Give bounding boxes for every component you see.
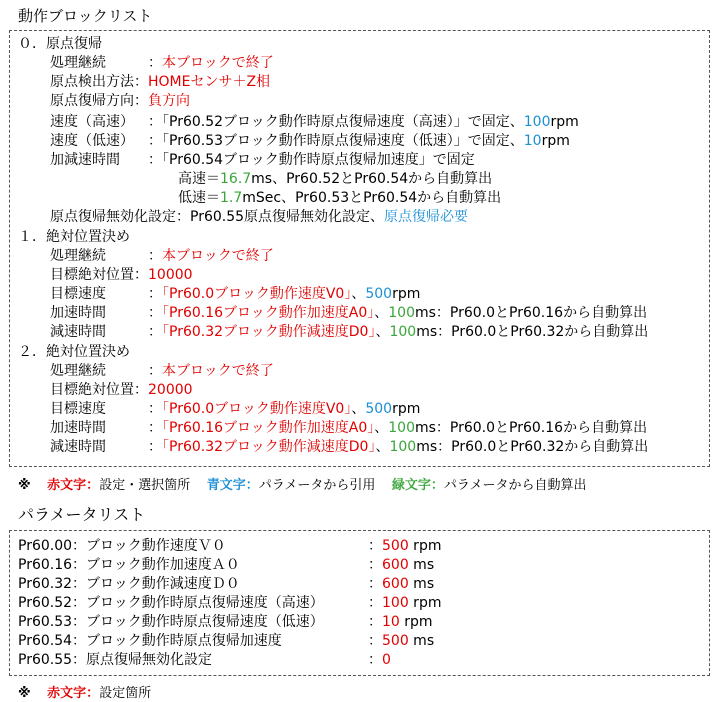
block-1-pos-label: 目標絶対位置： xyxy=(50,267,148,283)
block-0-ls-row xyxy=(148,132,570,151)
block-0-acc-label: 加減速時間 xyxy=(50,152,120,168)
param-value-row xyxy=(368,556,434,575)
param-list-box xyxy=(9,530,710,676)
block-2-dec-rest: ms：Pr60.0とPr60.32から自動算出 xyxy=(416,439,649,455)
colon: ： xyxy=(368,633,382,649)
param-name: Pr60.54：ブロック動作時原点復帰加速度 xyxy=(18,633,282,649)
block-0-invalid-text: 原点復帰無効化設定：Pr60.55原点復帰無効化設定、 xyxy=(50,209,385,225)
block-1-spd-red: 「Pr60.0ブロック動作速度V0」 xyxy=(162,286,352,302)
legend-blue-label: 青文字： xyxy=(206,478,259,493)
block-0-cont-value: 本ブロックで終了 xyxy=(162,55,274,71)
block-1-acc-row xyxy=(148,304,647,323)
block-1-spd-row xyxy=(148,285,420,304)
block-1-acc-label: 加速時間 xyxy=(50,305,106,321)
block-2-acc-label: 加速時間 xyxy=(50,420,106,436)
param-value: 600 xyxy=(382,557,409,573)
block-0-method-row xyxy=(50,73,270,92)
block-2-pos-row xyxy=(50,381,193,400)
block-1-acc-rest: ms：Pr60.0とPr60.16から自動算出 xyxy=(414,305,648,321)
param-value-row xyxy=(368,537,441,556)
block-0-cont-row xyxy=(148,54,274,73)
legend-red-label: 赤文字： xyxy=(47,478,100,493)
block-2-spd-num: 500 xyxy=(365,401,393,417)
colon: ： xyxy=(148,286,162,302)
block-1-spd-sep: 、 xyxy=(351,286,366,302)
colon: ： xyxy=(148,401,162,417)
block-1-spd-num: 500 xyxy=(365,286,393,302)
param-name: Pr60.00：ブロック動作速度Ｖ０ xyxy=(18,538,226,554)
param-value: 500 xyxy=(382,538,409,554)
block-1-spd-unit: rpm xyxy=(392,286,421,302)
block-0-hs-text: 「Pr60.52ブロック動作時原点復帰速度（高速）」で固定、 xyxy=(162,114,524,130)
block-2-spd-sep: 、 xyxy=(351,401,366,417)
param-value-row xyxy=(368,613,433,632)
block-0-acc-row xyxy=(148,151,475,170)
block-2-spd-red: 「Pr60.0ブロック動作速度V0」 xyxy=(162,401,352,417)
param-unit: rpm xyxy=(399,614,433,630)
param-value-row xyxy=(368,594,441,613)
param-unit: ms xyxy=(408,576,435,592)
block-2-acc-num: 100 xyxy=(388,420,415,436)
color-legend xyxy=(18,474,587,493)
block-0-ls-num: 10 xyxy=(523,133,542,149)
block-2-dec-red: 「Pr60.32ブロック動作減速度D0」 xyxy=(162,439,376,455)
param-value: 600 xyxy=(382,576,409,592)
colon: ： xyxy=(148,248,162,264)
block-1-acc-red: 「Pr60.16ブロック動作加速度A0」 xyxy=(162,305,375,321)
param-unit: ms xyxy=(408,557,435,573)
block-1-pos-value: 10000 xyxy=(148,267,193,283)
block-1-dec-rest: ms：Pr60.0とPr60.32から自動算出 xyxy=(416,324,649,340)
setting-legend xyxy=(18,682,151,701)
colon: ： xyxy=(148,114,162,130)
colon: ： xyxy=(148,363,162,379)
block-2-pos-value: 20000 xyxy=(148,382,193,398)
block-1-dec-num: 100 xyxy=(389,324,417,340)
param-list-title: パラメータリスト xyxy=(18,505,146,524)
block-2-dec-row xyxy=(148,438,648,457)
block-2-spd-unit: rpm xyxy=(392,401,421,417)
block-0-hs-label: 速度（高速） xyxy=(50,114,134,130)
param-value-row xyxy=(368,651,391,670)
legend-blue-desc: パラメータから引用 xyxy=(258,478,376,493)
block-0-lo-pre: 低速＝ xyxy=(178,190,220,206)
block-0-ls-label: 速度（低速） xyxy=(50,133,134,149)
block-list-title: 動作ブロックリスト xyxy=(18,7,153,25)
colon: ： xyxy=(368,614,382,630)
block-0-invalid-row xyxy=(50,208,468,227)
block-0-hi-pre: 高速＝ xyxy=(178,171,220,187)
block-1-acc-num: 100 xyxy=(388,305,415,321)
block-2-dec-num: 100 xyxy=(389,439,417,455)
param-unit: rpm xyxy=(408,538,442,554)
colon: ： xyxy=(368,557,382,573)
legend-red-desc: 設定箇所 xyxy=(99,686,152,701)
block-2-acc-row xyxy=(148,419,647,438)
block-2-acc-rest: ms：Pr60.0とPr60.16から自動算出 xyxy=(414,420,648,436)
param-unit: ms xyxy=(408,633,435,649)
block-2-cont-value: 本ブロックで終了 xyxy=(162,363,274,379)
block-2-spd-label: 目標速度 xyxy=(50,401,106,417)
block-0-hi-row xyxy=(178,170,492,189)
legend-red-label: 赤文字： xyxy=(47,686,100,701)
param-name: Pr60.53：ブロック動作時原点復帰速度（低速） xyxy=(18,614,324,630)
param-name: Pr60.32：ブロック動作減速度Ｄ０ xyxy=(18,576,240,592)
block-2-header: ２．絶対位置決め xyxy=(18,344,130,360)
param-name: Pr60.16：ブロック動作加速度Ａ０ xyxy=(18,557,240,573)
param-value: 0 xyxy=(382,652,391,668)
block-0-dir-label: 原点復帰方向： xyxy=(50,93,148,109)
block-1-pos-row xyxy=(50,266,193,285)
colon: ： xyxy=(148,439,162,455)
block-0-method-value: HOMEセンサ＋Z相 xyxy=(148,74,271,90)
param-name: Pr60.52：ブロック動作時原点復帰速度（高速） xyxy=(18,595,324,611)
block-0-lo-row xyxy=(178,189,501,208)
colon: ： xyxy=(148,324,162,340)
block-2-acc-sep: 、 xyxy=(374,420,389,436)
note-mark: ※ xyxy=(18,686,31,701)
block-0-header: ０．原点復帰 xyxy=(18,36,102,52)
block-0-ls-text: 「Pr60.53ブロック動作時原点復帰速度（低速）」で固定、 xyxy=(162,133,524,149)
block-2-acc-red: 「Pr60.16ブロック動作加速度A0」 xyxy=(162,420,375,436)
block-1-cont-label: 処理継続 xyxy=(50,248,106,264)
colon: ： xyxy=(148,152,162,168)
block-0-hs-num: 100 xyxy=(523,114,551,130)
block-1-dec-row xyxy=(148,323,648,342)
colon: ： xyxy=(148,420,162,436)
colon: ： xyxy=(368,652,382,668)
block-0-lo-post: mSec、Pr60.53とPr60.54から自動算出 xyxy=(242,190,502,206)
block-2-cont-label: 処理継続 xyxy=(50,363,106,379)
param-unit: rpm xyxy=(408,595,442,611)
block-2-pos-label: 目標絶対位置： xyxy=(50,382,148,398)
block-1-dec-sep: 、 xyxy=(375,324,390,340)
block-0-hi-post: ms、Pr60.52とPr60.54から自動算出 xyxy=(251,171,493,187)
block-0-cont-label: 処理継続 xyxy=(50,55,106,71)
legend-green-desc: パラメータから自動算出 xyxy=(443,478,587,493)
param-value: 10 xyxy=(382,614,400,630)
param-value: 100 xyxy=(382,595,409,611)
param-name: Pr60.55：原点復帰無効化設定 xyxy=(18,652,213,668)
block-1-spd-label: 目標速度 xyxy=(50,286,106,302)
colon: ： xyxy=(368,595,382,611)
colon: ： xyxy=(368,576,382,592)
colon: ： xyxy=(148,133,162,149)
param-value-row xyxy=(368,632,434,651)
legend-green-label: 緑文字： xyxy=(391,478,444,493)
block-1-cont-value: 本ブロックで終了 xyxy=(162,248,274,264)
block-0-hi-num: 16.7 xyxy=(220,171,252,187)
block-0-hs-row xyxy=(148,113,579,132)
block-0-dir-row xyxy=(50,92,190,111)
block-2-spd-row xyxy=(148,400,420,419)
colon: ： xyxy=(368,538,382,554)
param-value-row xyxy=(368,575,434,594)
block-0-ls-unit: rpm xyxy=(541,133,570,149)
block-1-header: １．絶対位置決め xyxy=(18,229,130,245)
block-0-invalid-value: 原点復帰必要 xyxy=(384,209,469,225)
block-1-dec-label: 減速時間 xyxy=(50,324,106,340)
block-0-hs-unit: rpm xyxy=(550,114,579,130)
colon: ： xyxy=(148,305,162,321)
block-1-cont-row xyxy=(148,247,274,266)
block-2-dec-label: 減速時間 xyxy=(50,439,106,455)
block-2-cont-row xyxy=(148,362,274,381)
block-1-acc-sep: 、 xyxy=(374,305,389,321)
block-0-lo-num: 1.7 xyxy=(220,190,243,206)
block-0-acc-text: 「Pr60.54ブロック動作時原点復帰加速度」で固定 xyxy=(162,152,475,168)
block-list-box xyxy=(9,30,710,467)
note-mark: ※ xyxy=(18,478,31,493)
block-2-dec-sep: 、 xyxy=(375,439,390,455)
param-value: 500 xyxy=(382,633,409,649)
block-0-dir-value: 負方向 xyxy=(148,93,190,109)
colon: ： xyxy=(148,55,162,71)
block-0-method-label: 原点検出方法： xyxy=(50,74,148,90)
legend-red-desc: 設定・選択箇所 xyxy=(99,478,191,493)
block-1-dec-red: 「Pr60.32ブロック動作減速度D0」 xyxy=(162,324,376,340)
